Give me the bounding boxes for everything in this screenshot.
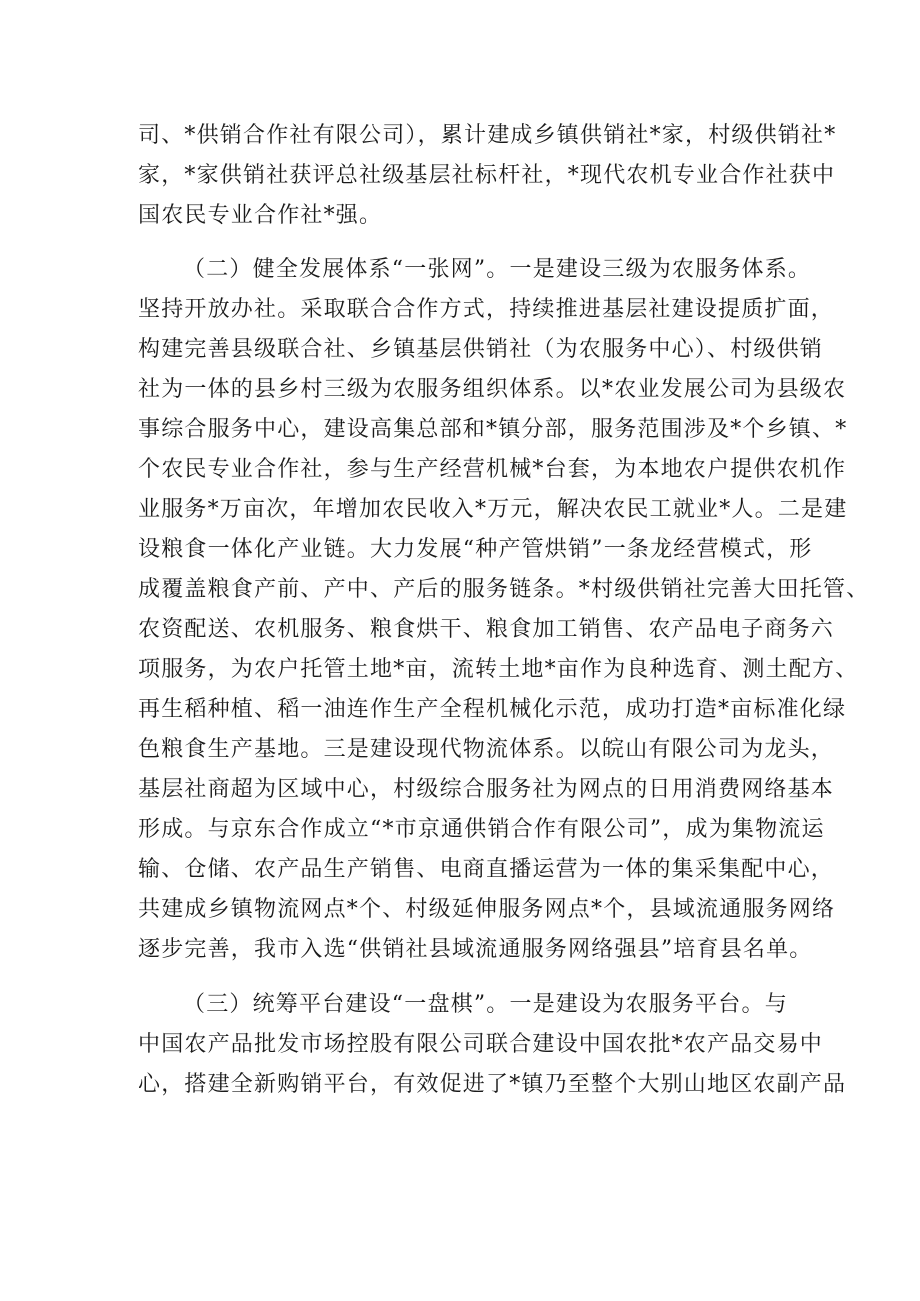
text-line: 基层社商超为区域中心，村级综合服务社为网点的日用消费网络基本 [138, 777, 835, 802]
text-line: 构建完善县级联合社、乡镇基层供销社（为农服务中心）、村级供销 [138, 337, 824, 362]
text-line: 农资配送、农机服务、粮食烘干、粮食加工销售、农产品电子商务六 [138, 617, 835, 642]
text-line: 心，搭建全新购销平台，有效促进了*镇乃至整个大别山地区农副产品 [138, 1072, 847, 1097]
section-heading-2: （二）健全发展体系“一张网”。一是建设三级为农服务体系。 [183, 257, 812, 282]
text-line: 逐步完善，我市入选“供销社县域流通服务网络强县”培育县名单。 [138, 937, 813, 962]
text-line: 项服务，为农户托管土地*亩，流转土地*亩作为良种选育、测土配方、 [138, 657, 859, 682]
text-line: 个农民专业合作社，参与生产经营机械*台套，为本地农户提供农机作 [138, 457, 847, 482]
text-line: 中国农产品批发市场控股有限公司联合建设中国农批*农产品交易中 [138, 1032, 824, 1057]
text-line: 社为一体的县乡村三级为农服务组织体系。以*农业发展公司为县级农 [138, 377, 847, 402]
text-line: 再生稻种植、稻一油连作生产全程机械化示范，成功打造*亩标准化绿 [138, 697, 847, 722]
text-line: 成覆盖粮食产前、产中、产后的服务链条。*村级供销社完善大田托管、 [138, 577, 870, 602]
text-line: 事综合服务中心，建设高集总部和*镇分部，服务范围涉及*个乡镇、* [138, 417, 848, 442]
text-line: 业服务*万亩次，年增加农民收入*万元，解决农民工就业*人。二是建 [138, 497, 848, 522]
text-line: 司、*供销合作社有限公司），累计建成乡镇供销社*家，村级供销社* [138, 123, 837, 148]
text-line: 输、仓储、农产品生产销售、电商直播运营为一体的集采集配中心， [138, 857, 835, 882]
text-line: 色粮食生产基地。三是建设现代物流体系。以皖山有限公司为龙头， [138, 737, 835, 762]
section-heading-3: （三）统筹平台建设“一盘棋”。一是建设为农服务平台。与 [183, 992, 788, 1017]
text-line: 家，*家供销社获评总社级基层社标杆社，*现代农机专业合作社获中 [138, 163, 836, 188]
text-line: 共建成乡镇物流网点*个、村级延伸服务网点*个，县域流通服务网络 [138, 897, 836, 922]
text-line: 国农民专业合作社*强。 [138, 203, 383, 228]
text-line: 设粮食一体化产业链。大力发展“种产管烘销”一条龙经营模式，形 [138, 537, 813, 562]
text-line: 形成。与京东合作成立“*市京通供销合作有限公司”，成为集物流运 [138, 817, 825, 842]
text-line: 坚持开放办社。采取联合合作方式，持续推进基层社建设提质扩面， [138, 297, 835, 322]
